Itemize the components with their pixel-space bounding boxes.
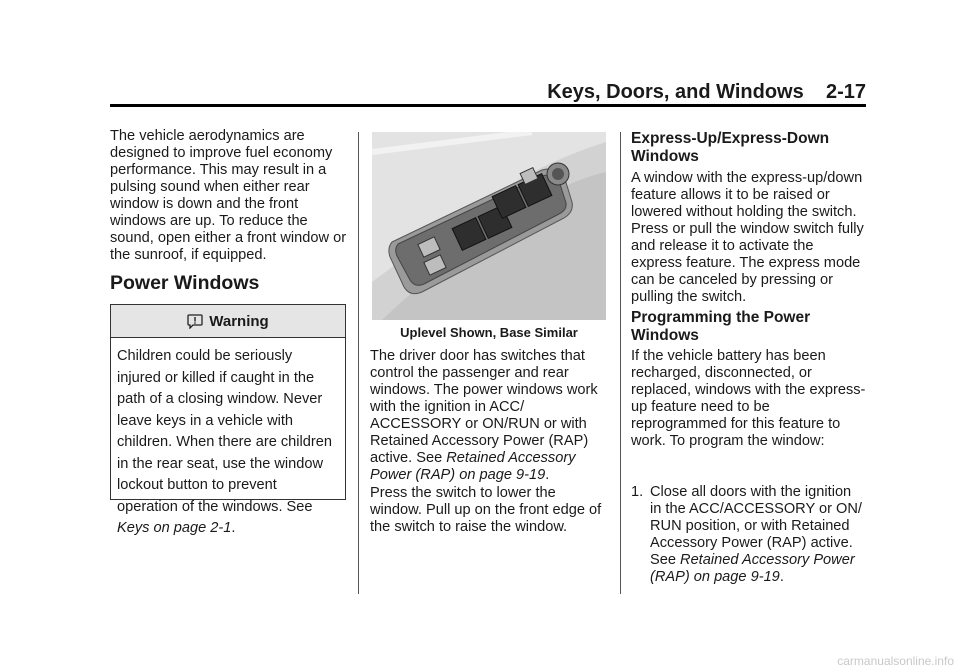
driver-door-text: The driver door has switches that control the passenger and rear windows. The power windows work with the ignition in ACC/ ACCESSORY or ON/RUN or with Retained Accessory Power (RAP) active. See [370, 348, 598, 466]
press-switch-paragraph: Press the switch to lower the window. Pull up on the front edge of the switch to raise the window. [370, 485, 602, 535]
warning-icon [187, 313, 203, 329]
warning-ref-link[interactable]: Keys on page 2-1 [117, 520, 232, 536]
list-item [631, 484, 866, 586]
warning-text [111, 338, 345, 540]
list-item-body: Close all doors with the ignition in the ACC/ACCESSORY or ON/ RUN position, or with Retained Accessory Power (RAP) active. See [650, 484, 862, 568]
list-item-number: 1. [631, 484, 644, 500]
driver-door-end: . [545, 467, 550, 483]
page-header [110, 80, 866, 104]
warning-header [111, 305, 345, 338]
window-switch-figure [372, 132, 606, 320]
intro-paragraph: The vehicle aerodynamics are designed to improve fuel economy performance. This may result in a pulsing sound when either rear window is down and the front windows are up. To reduce the sound, open either a front window or the sunroof, if equipped. [110, 128, 347, 263]
warning-body-text: Children could be seriously injured or killed if caught in the path of a closing window. Never leave keys in a vehicle with children. When there are children in the rear seat, use the window lockout button to prevent operation of the windows. See [117, 348, 332, 515]
column-divider-1 [358, 132, 359, 594]
rap-ref-link-1[interactable]: Retained Accessory Power (RAP) on page 9-19 [370, 450, 576, 483]
warning-box [110, 304, 346, 536]
list-item-text [650, 484, 866, 586]
page-number: 2-17 [825, 81, 866, 103]
header-rule [110, 104, 866, 107]
rap-ref-link-2[interactable]: Retained Accessory Power (RAP) on page 9-19 [650, 552, 855, 585]
column-divider-2 [620, 132, 621, 594]
watermark: carmanualsonline.info [837, 654, 954, 668]
driver-door-paragraph [370, 348, 610, 484]
warning-end: . [231, 520, 236, 536]
header-title: Keys, Doors, and Windows [547, 81, 804, 103]
section-title-power-windows: Power Windows [110, 272, 260, 294]
list-item-end: . [779, 569, 784, 585]
figure-caption: Uplevel Shown, Base Similar [400, 325, 578, 340]
window-switch-illustration [372, 132, 606, 320]
warning-label: Warning [209, 312, 269, 330]
express-paragraph: A window with the express-up/down feature allows it to be raised or lowered without holding the switch. Press or pull the window switch fully and release it to activate the express feature. The express mode can be canceled by pressing or pulling the switch. [631, 170, 864, 305]
programming-heading: Programming the Power Windows [631, 309, 811, 344]
express-heading: Express-Up/Express-Down Windows [631, 130, 830, 165]
programming-paragraph: If the vehicle battery has been recharged, disconnected, or replaced, windows with the express-up feature need to be reprogrammed for this feature to work. To program the window: [631, 348, 866, 449]
